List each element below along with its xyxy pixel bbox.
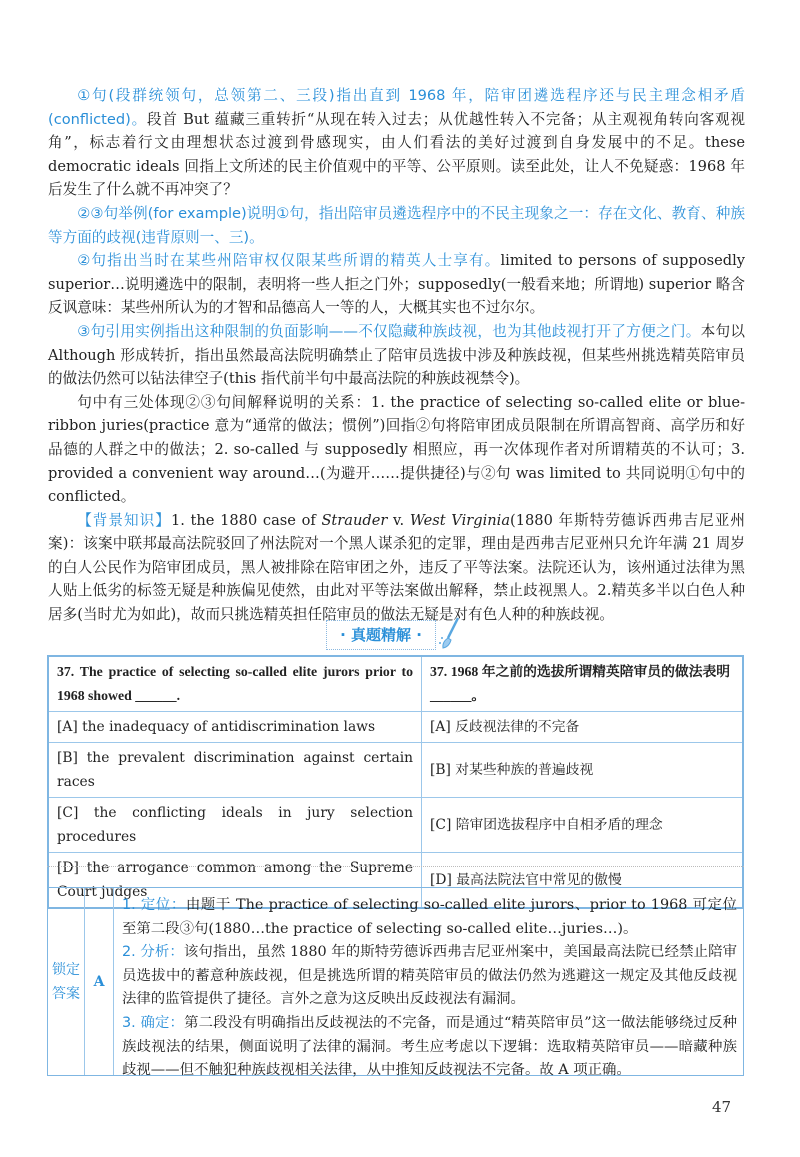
- step-head: 3. 确定：: [122, 1014, 185, 1031]
- body-text: 本句以 Although 形成转折，指出虽然最高法院明确禁止了陪审员选拔中涉及种族歧视，但某些州挑选精英陪审员的做法仍然可以钻法律空子(this 指代前半句中最高法院的种族歧视禁令)。: [48, 322, 745, 388]
- body-text: 句中有三处体现②③句间解释说明的关系：1. the practice of selecting so-called elite or blue-ribbon juries(practice 意为“通常的做法；惯例”)回指②句将陪审团成员限制在所谓高智商、高学历和好品德的人群之中的做法；2. so-called 与 supposedly 相照应，再一次体现作者对所谓精英的不认可；3. provided a convenient way around…(为避开……提供捷径)与②句 was limited to 共同说明①句中的 conflicted。: [48, 393, 745, 506]
- highlight-text: ③句引用实例指出这种限制的负面影响——不仅隐藏种族歧视，也为其他歧视打开了方便之门。: [77, 322, 701, 340]
- analysis-text: [48, 84, 745, 627]
- step-body: 第二段没有明确指出反歧视法的不完备，而是通过“精英陪审员”这一做法能够绕过反种族歧视法的结果，侧面说明了法律的漏洞。考生应考虑以下逻辑：选取精英陪审员——暗藏种族歧视——但不触犯种族歧视相关法律，从中推知反歧视法不完备。故 A 项正确。: [122, 1014, 738, 1079]
- brush-icon: [438, 616, 462, 650]
- page-number: 47: [712, 1098, 732, 1116]
- divider: [47, 866, 744, 867]
- option-c-zh: [C] 陪审团选拔程序中自相矛盾的理念: [422, 798, 744, 853]
- paragraph: [48, 320, 745, 391]
- question-stem-en: 37. The practice of selecting so-called elite jurors prior to 1968 showed ______.: [48, 656, 422, 712]
- body-text: limited to persons of supposedly superior…说明遴选中的限制，表明将一些人拒之门外；supposedly(一般看来地；所谓地) superior 略含反讽意味：某些州所认为的才智和品德高人一等的人，大概其实也不过尔尔。: [48, 252, 745, 317]
- answer-step: [122, 1012, 737, 1083]
- option-c-en: [C] the conflicting ideals in jury selection procedures: [48, 798, 422, 853]
- option-a-en: [A] the inadequacy of antidiscrimination laws: [48, 712, 422, 743]
- highlight-text: ②句指出当时在某些州陪审权仅限某些所谓的精英人士享有。: [77, 252, 501, 270]
- paragraph: [48, 249, 745, 320]
- body-text: West Virginia: [409, 511, 511, 529]
- body-text: 段首 But 蕴藏三重转折“从现在转入过去；从优越性转入不完备；从主观视角转向客观视角”，标志着行文由理想状态过渡到骨感现实，由人们看法的美好过渡到自身发展中的不足。these democratic ideals 回指上文所述的民主价值观中的平等、公平原则。读至此处，让人不免疑惑：1968 年后发生了什么就不再冲突了？: [48, 110, 746, 199]
- question-stem-zh: 37. 1968 年之前的选拔所谓精英陪审员的做法表明______。: [422, 656, 744, 712]
- question-table: [47, 655, 744, 909]
- paragraph: [48, 391, 745, 509]
- option-b-zh: [B] 对某些种族的普遍歧视: [422, 743, 744, 798]
- section-title: · 真题精解 ·: [326, 620, 436, 650]
- highlight-text: ②③句举例(for example)说明①句，指出陪审员遴选程序中的不民主现象之一：存在文化、教育、种族等方面的歧视(违背原则一、三)。: [48, 204, 745, 246]
- step-body: 该句指出，虽然 1880 年的斯特劳德诉西弗吉尼亚州案中，美国最高法院已经禁止陪审员选拔中的蓄意种族歧视，但是挑选所谓的精英陪审员的做法仍然为逃避这一规定及其他反歧视法律的监管提供了捷径。言外之意为这反映出反歧视法有漏洞。: [122, 944, 737, 1008]
- answer-explanation: [122, 894, 737, 1083]
- table-row: [48, 656, 743, 712]
- body-text: (1880 年斯特劳德诉西弗吉尼亚州案)：该案中联邦最高法院驳回了州法院对一个黑人谋杀犯的定罪，理由是西弗吉尼亚州只允许年满 21 周岁的白人公民作为陪审团成员，黑人被排除在陪审团之外，违反了平等法案。法院还认为，该州通过法律为黑人贴上低劣的标签无疑是种族偏见使然，由此对平等法案做出解释，禁止歧视黑人。2.精英多半以白色人种居多(当时尤为如此)，故而只挑选精英担任陪审员的做法无疑是对有色人种的种族歧视。: [48, 511, 745, 624]
- answer-letter: A: [85, 888, 114, 1075]
- paragraph: [48, 509, 745, 627]
- option-d-zh: [D] 最高法院法官中常见的傲慢: [422, 853, 744, 909]
- paragraph: [48, 202, 745, 249]
- highlight-text: 【背景知识】: [77, 511, 171, 529]
- answer-box: [47, 887, 744, 1079]
- step-body: 由题干 The practice of selecting so-called elite jurors、prior to 1968 可定位至第二段③句(1880…the practice of selecting so-called elite…juries…)。: [122, 897, 737, 937]
- body-text: v.: [387, 511, 410, 529]
- answer-label: [48, 888, 85, 1075]
- body-text: Strauder: [321, 511, 388, 529]
- body-text: 1. the 1880 case of: [170, 511, 322, 529]
- answer-label-text: 锁定答案: [52, 961, 80, 1002]
- step-head: 1. 定位：: [122, 897, 186, 913]
- option-a-zh: [A] 反歧视法律的不完备: [422, 712, 744, 743]
- answer-step: [122, 941, 737, 1012]
- highlight-text: ①句(段群统领句，总领第二、三段)指出直到 1968 年，陪审团遴选程序还与民主理念相矛盾(conflicted)。: [48, 87, 745, 128]
- option-b-en: [B] the prevalent discrimination against certain races: [48, 743, 422, 798]
- table-row: [48, 798, 743, 853]
- paragraph: [48, 84, 745, 202]
- table-row: [48, 743, 743, 798]
- answer-step: [122, 894, 737, 941]
- table-row: [48, 712, 743, 743]
- option-d-en: [D] the arrogance common among the Supreme Court judges: [48, 853, 422, 909]
- step-head: 2. 分析：: [122, 944, 184, 961]
